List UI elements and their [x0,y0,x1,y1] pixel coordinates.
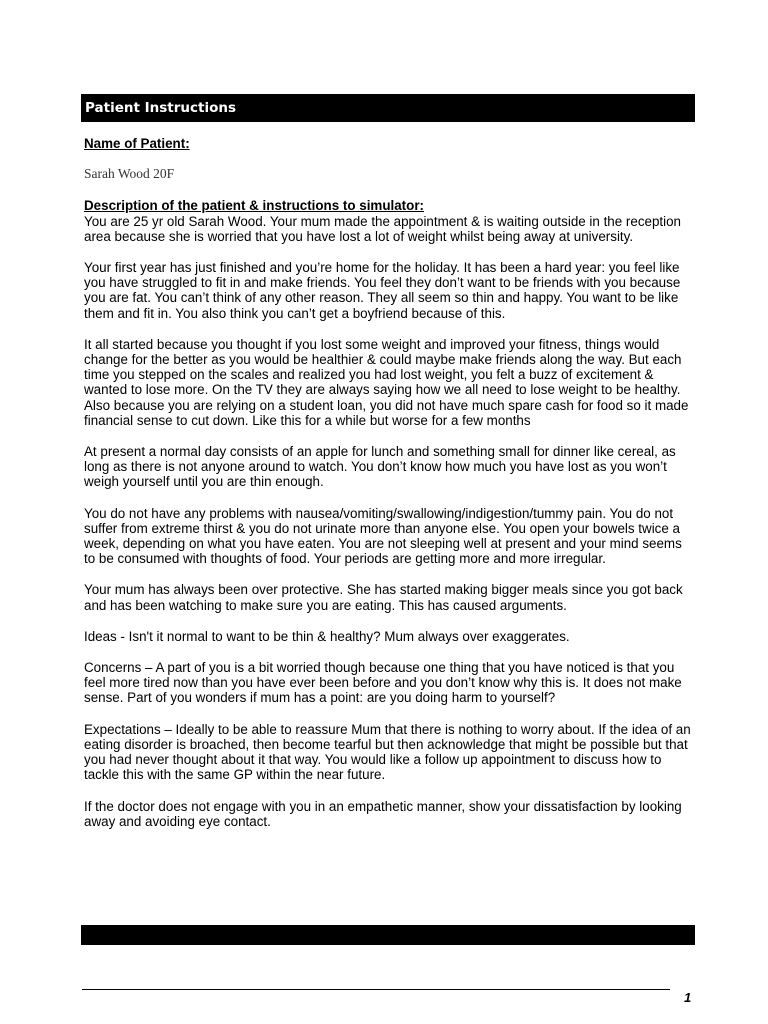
paragraph-ideas: Ideas - Isn't it normal to want to be thin & healthy? Mum always over exaggerates. [84,628,570,644]
paragraph-normal-day: At present a normal day consists of an apple for lunch and something small for dinner like cereal, as long as there is not anyone around to watch. You don’t know how much you have lost as you won’t weigh yourself until you are thin enough. [84,444,676,490]
footer-bar [81,925,695,945]
patient-name-label: Name of Patient: [84,136,190,151]
paragraph-intro: You are 25 yr old Sarah Wood. Your mum made the appointment & is waiting outside in the reception area because she is worried that you have lost a lot of weight whilst being away at university. [84,213,681,244]
paragraph-expectations: Expectations – Ideally to be able to reassure Mum that there is nothing to worry about. If the idea of an eating disorder is broached, then become tearful but then acknowledge that might be possible but that you had never thought about it that way. You would like a follow up appointment to discuss how to tackle this with the same GP within the near future. [84,721,691,783]
paragraph-how-it-started: It all started because you thought if you lost some weight and improved your fitness, things would change for the better as you would be healthier & could maybe make friends along the way. But each time you stepped on the scales and realized you had lost weight, you felt a buzz of excitement & wanted to lose more. On the TV they are always saying how we all need to lose weight to be healthy. Also because you are relying on a student loan, you did not have much spare cash for food so it made financial sense to cut down. Like this for a while but worse for a few months [84,336,689,428]
description-heading: Description of the patient & instructions to simulator: [84,198,424,214]
paragraph-symptoms: You do not have any problems with nausea/vomiting/swallowing/indigestion/tummy pain. You do not suffer from extreme thirst & you do not urinate more than anyone else. You open your bowels twice a week, depending on what you have eaten. You are not sleeping well at present and your mind seems to be consumed with thoughts of food. Your periods are getting more and more irregular. [84,505,682,567]
page-number: 1 [684,990,692,1005]
paragraph-first-year: Your first year has just finished and you’re home for the holiday. It has been a hard year: you feel like you have struggled to fit in and make friends. You feel they don’t want to be friends with you because you are fat. You can’t think of any other reason. They all seem so thin and happy. You want to be like them and fit in. You also think you can’t get a boyfriend because of this. [84,260,681,321]
section-title: Patient Instructions [85,100,237,116]
patient-name-value: Sarah Wood 20F [84,166,175,182]
document-body [84,136,696,845]
section-header-bar [81,94,695,122]
paragraph-concerns: Concerns – A part of you is a bit worried though because one thing that you have noticed is that you feel more tired now than you have ever been before and you don’t know why this is. It does not make sense. Part of you wonders if mum has a point: are you doing harm to yourself? [84,660,682,706]
footer-divider [82,989,670,990]
paragraph-mum: Your mum has always been over protective. She has started making bigger meals since you got back and has been watching to make sure you are eating. This has caused arguments. [84,582,683,613]
paragraph-doctor-engagement: If the doctor does not engage with you in an empathetic manner, show your dissatisfaction by looking away and avoiding eye contact. [84,798,682,829]
